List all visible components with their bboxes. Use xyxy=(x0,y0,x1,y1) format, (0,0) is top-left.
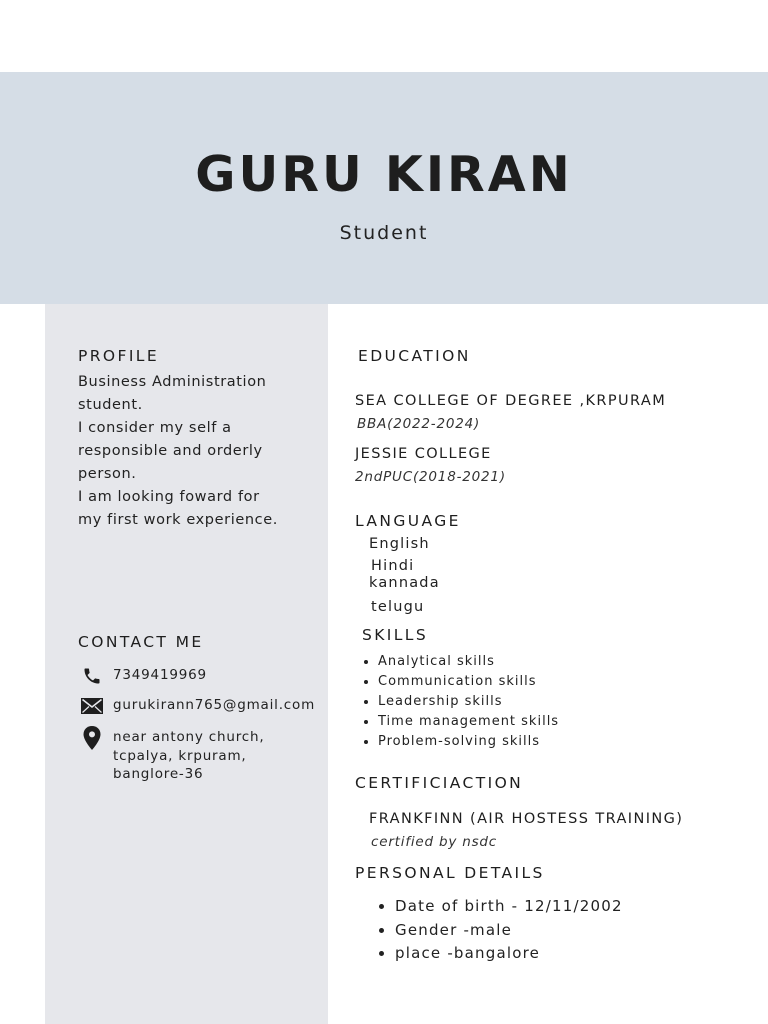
contact-email xyxy=(80,696,315,716)
skill-item: • Problem-solving skills xyxy=(378,732,559,752)
personal-detail-item: • Gender -male xyxy=(395,919,623,943)
certification-name: FRANKFINN (AIR HOSTESS TRAINING) xyxy=(369,811,684,827)
skill-item: • Time management skills xyxy=(378,712,559,732)
skill-item: • Analytical skills xyxy=(378,652,559,672)
person-name: GURU KIRAN xyxy=(195,146,573,203)
address-text xyxy=(113,728,264,784)
education-degree: 2ndPUC(2018-2021) xyxy=(355,469,506,485)
education-school: SEA COLLEGE OF DEGREE ,KRPURAM xyxy=(355,393,667,409)
personal-detail-item: • place -bangalore xyxy=(395,942,623,966)
personal-details-list xyxy=(380,895,623,966)
certification-issuer: certified by nsdc xyxy=(371,834,498,850)
personal-detail-item: • Date of birth - 12/11/2002 xyxy=(395,895,623,919)
skill-item: • Leadership skills xyxy=(378,692,559,712)
profile-line: I am looking foward for xyxy=(78,489,260,505)
contact-phone xyxy=(80,666,207,686)
skills-list xyxy=(362,652,559,752)
certification-heading: CERTIFICIACTION xyxy=(355,774,524,792)
contact-heading: CONTACT ME xyxy=(78,633,204,651)
profile-line: I consider my self a xyxy=(78,420,232,436)
skills-heading: SKILLS xyxy=(362,626,429,644)
language-item: Hindi xyxy=(371,558,415,574)
profile-line: my first work experience. xyxy=(78,512,278,528)
skill-item: • Communication skills xyxy=(378,672,559,692)
profile-line: responsible and orderly xyxy=(78,443,263,459)
phone-number: 7349419969 xyxy=(113,667,207,683)
personal-details-heading: PERSONAL DETAILS xyxy=(355,864,545,882)
education-heading: EDUCATION xyxy=(358,347,471,365)
language-item: kannada xyxy=(369,575,440,591)
address-line: tcpalya, krpuram, xyxy=(113,747,247,764)
education-degree: BBA(2022-2024) xyxy=(357,416,481,432)
contact-address xyxy=(80,728,264,784)
profile-line: student. xyxy=(78,397,143,413)
envelope-icon xyxy=(80,696,104,716)
profile-heading: PROFILE xyxy=(78,347,160,365)
language-heading: LANGUAGE xyxy=(355,512,461,530)
profile-text xyxy=(78,371,318,532)
email-address: gurukirann765@gmail.com xyxy=(113,697,316,713)
address-line: banglore-36 xyxy=(113,766,204,782)
phone-icon xyxy=(80,666,104,686)
profile-line: person. xyxy=(78,466,137,482)
language-item: English xyxy=(369,536,430,552)
person-role: Student xyxy=(339,222,429,244)
education-school: JESSIE COLLEGE xyxy=(355,446,492,462)
location-pin-icon xyxy=(80,728,104,748)
address-line: near antony church, xyxy=(113,729,265,745)
profile-line: Business Administration xyxy=(78,374,267,390)
language-item: telugu xyxy=(371,599,425,615)
